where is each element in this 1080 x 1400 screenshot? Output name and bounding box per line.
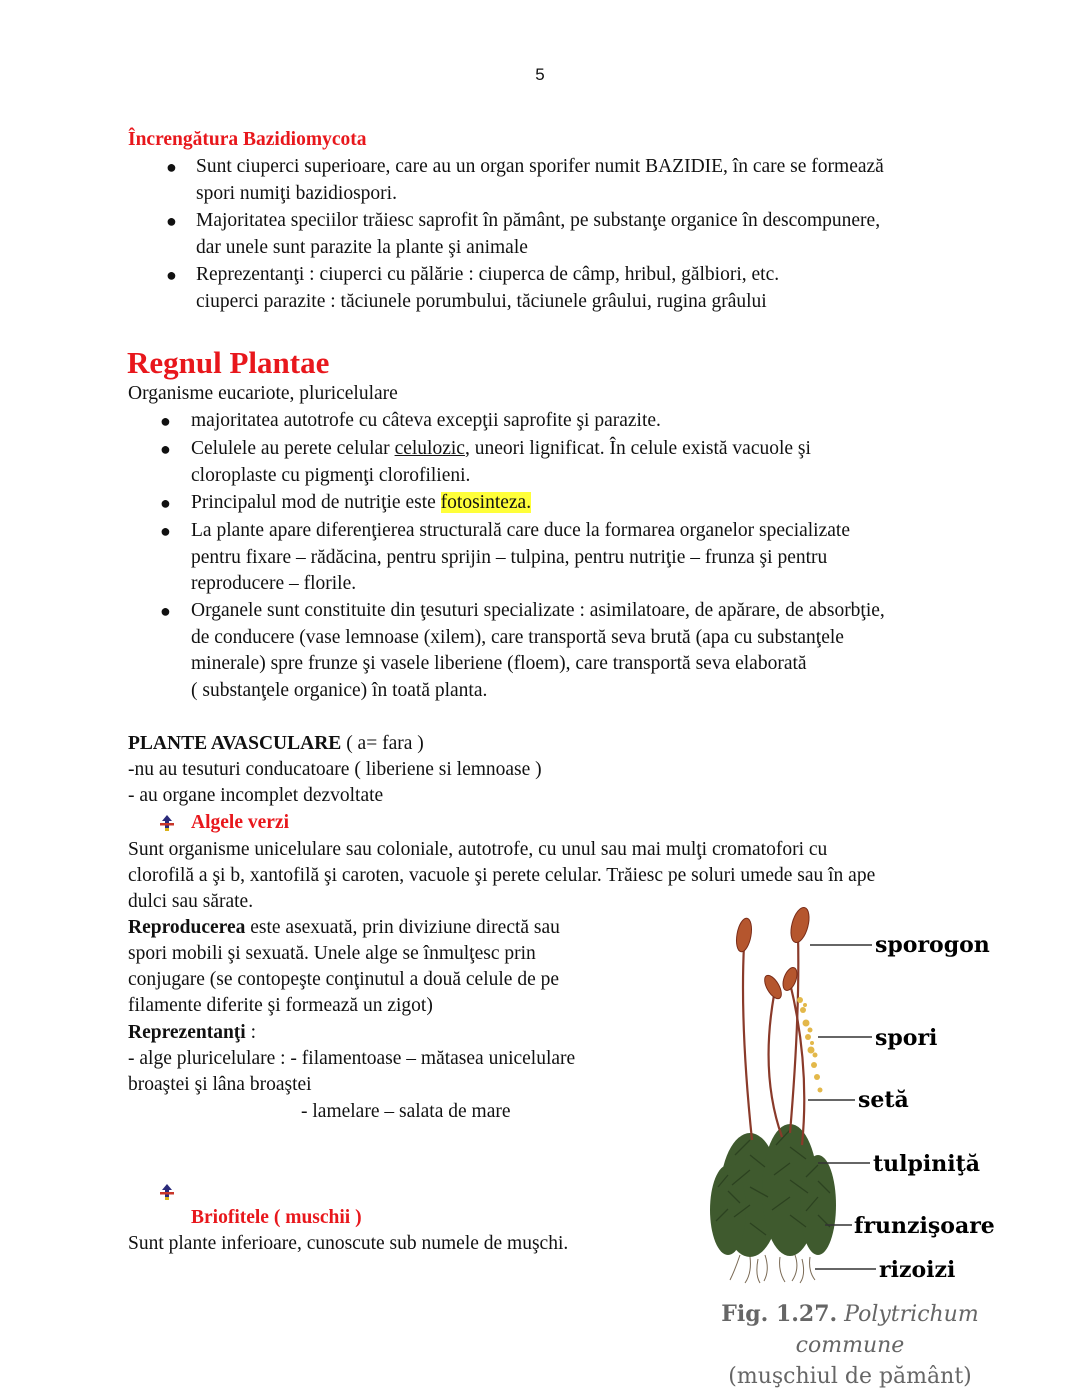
- section-heading-plantae: Regnul Plantae: [127, 345, 330, 380]
- list-item-line: Organele sunt constituite din ţesuturi specializate : asimilatoare, de apărare, de absorbţie,: [191, 600, 885, 621]
- caption-line: (muşchiul de pământ): [728, 1364, 972, 1389]
- reprezentanti-line: [128, 1020, 256, 1047]
- list-item: [160, 518, 850, 598]
- page-number: 5: [535, 65, 545, 84]
- reprezentanti-line: broaştei şi lâna broaştei: [128, 1074, 312, 1095]
- list-item: [166, 262, 779, 315]
- reproducere-line: [128, 915, 560, 942]
- figure-caption: [700, 1299, 1000, 1392]
- fig-label-tulpinita: tulpiniţă: [873, 1151, 981, 1177]
- list-item-line: reproducere – florile.: [191, 573, 357, 594]
- underlined-term: celulozic: [394, 438, 465, 459]
- fig-label-spori: spori: [875, 1025, 938, 1051]
- list-item: [166, 208, 880, 261]
- list-item-line: Sunt ciuperci superioare, care au un organ sporifer numit BAZIDIE, în care se formează: [196, 156, 884, 177]
- list-item-line: minerale) spre frunze şi vasele liberiene (floem), care transportă seva elaborată: [191, 653, 807, 674]
- bullet-icon: ●: [160, 521, 171, 541]
- list-item-line: dar unele sunt parazite la plante şi animale: [196, 236, 528, 258]
- text-span: :: [245, 1022, 256, 1043]
- reproducere-label: Reproducerea: [128, 917, 246, 938]
- list-item: [166, 154, 884, 207]
- text-span: Principalul mod de nutriţie este: [191, 492, 441, 513]
- avasculare-line: - au organe incomplet dezvoltate: [128, 785, 384, 806]
- alge-paragraph-line: dulci sau sărate.: [128, 891, 254, 912]
- avasculare-title: [128, 731, 424, 758]
- arrow-plus-icon: [158, 814, 176, 837]
- bullet-icon: ●: [160, 601, 171, 621]
- highlighted-term: fotosinteza.: [440, 492, 532, 513]
- list-item-line: Majoritatea speciilor trăiesc saprofit în pământ, pe substanţe organice în descompunere,: [196, 210, 881, 231]
- avasculare-title-rest: ( a= fara ): [341, 733, 424, 754]
- avasculare-line: -nu au tesuturi conducatoare ( liberiene si lemnoase ): [128, 759, 542, 780]
- section-heading-bazidiomycota: Încrengătura Bazidiomycota: [128, 129, 367, 150]
- list-item-line: majoritatea autotrofe cu câteva excepţii saprofite şi parazite.: [191, 410, 661, 431]
- avasculare-title-bold: PLANTE AVASCULARE: [128, 733, 342, 754]
- caption-line: [700, 1299, 1000, 1330]
- bullet-icon: ●: [160, 493, 171, 513]
- section-heading-alge: Algele verzi: [191, 812, 289, 833]
- caption-line: commune: [795, 1333, 905, 1358]
- bullet-icon: ●: [166, 157, 177, 177]
- reprezentanti-label: Reprezentanţi: [128, 1022, 246, 1043]
- fig-label-rizoizi: rizoizi: [879, 1257, 956, 1283]
- text-span: Celulele au perete celular: [191, 438, 395, 459]
- list-item-line: spori numiţi bazidiospori.: [196, 182, 397, 204]
- list-item: [160, 490, 531, 517]
- fig-label-frunzisoare: frunzişoare: [854, 1213, 995, 1239]
- reproducere-line: spori mobili şi sexuată. Unele alge se înmulţesc prin: [128, 943, 536, 964]
- reprezentanti-line: - lamelare – salata de mare: [301, 1101, 511, 1122]
- list-item-line: cloroplaste cu pigmenţi clorofilieni.: [191, 464, 471, 486]
- caption-species: Polytrichum: [837, 1302, 979, 1327]
- bullet-icon: ●: [166, 211, 177, 231]
- list-item-line: [191, 490, 531, 517]
- list-item: [160, 598, 885, 704]
- list-item: [160, 408, 661, 435]
- fig-label-seta: setă: [858, 1087, 909, 1113]
- list-item-line: pentru fixare – rădăcina, pentru sprijin – tulpina, pentru nutriţie – frunza şi pentru: [191, 546, 828, 568]
- text-span: este asexuată, prin diviziune directă sau: [245, 917, 560, 938]
- bullet-icon: ●: [160, 411, 171, 431]
- reproducere-line: filamente diferite şi formează un zigot): [128, 995, 433, 1016]
- caption-figure-number: Fig. 1.27.: [721, 1301, 838, 1327]
- alge-paragraph-line: clorofilă a şi b, xantofilă şi caroten, vacuole şi perete celular. Trăiesc pe soluri umede sau în ape: [128, 865, 876, 886]
- bullet-icon: ●: [160, 439, 171, 459]
- section-heading-briofite: Briofitele ( muschii ): [191, 1207, 362, 1228]
- plantae-intro: Organisme eucariote, pluricelulare: [128, 383, 398, 404]
- list-item: [160, 436, 811, 489]
- briofite-text: Sunt plante inferioare, cunoscute sub numele de muşchi.: [128, 1233, 569, 1254]
- list-item-line: de conducere (vase lemnoase (xilem), care transportă seva brută (apa cu substanţele: [191, 626, 844, 648]
- alge-paragraph-line: Sunt organisme unicelulare sau coloniale, autotrofe, cu unul sau mai mulţi cromatofori cu: [128, 839, 828, 860]
- reprezentanti-line: - alge pluricelulare : - filamentoase – mătasea unicelulare: [128, 1048, 576, 1069]
- text-span: , uneori lignificat. În celule există vacuole şi: [464, 438, 811, 459]
- bullet-icon: ●: [166, 265, 177, 285]
- list-item-line: Reprezentanţi : ciuperci cu pălărie : ciuperca de câmp, hribul, gălbiori, etc.: [196, 264, 780, 285]
- list-item-line: [191, 436, 811, 463]
- list-item-line: ( substanţele organice) în toată planta.: [191, 679, 488, 701]
- arrow-plus-icon: [158, 1183, 176, 1206]
- fig-label-sporogon: sporogon: [875, 932, 990, 958]
- list-item-line: La plante apare diferenţierea structurală care duce la formarea organelor specializate: [191, 520, 850, 541]
- reproducere-line: conjugare (se contopeşte conţinutul a două celule de pe: [128, 969, 559, 990]
- list-item-line: ciuperci parazite : tăciunele porumbului, tăciunele grâului, rugina grâului: [196, 290, 767, 312]
